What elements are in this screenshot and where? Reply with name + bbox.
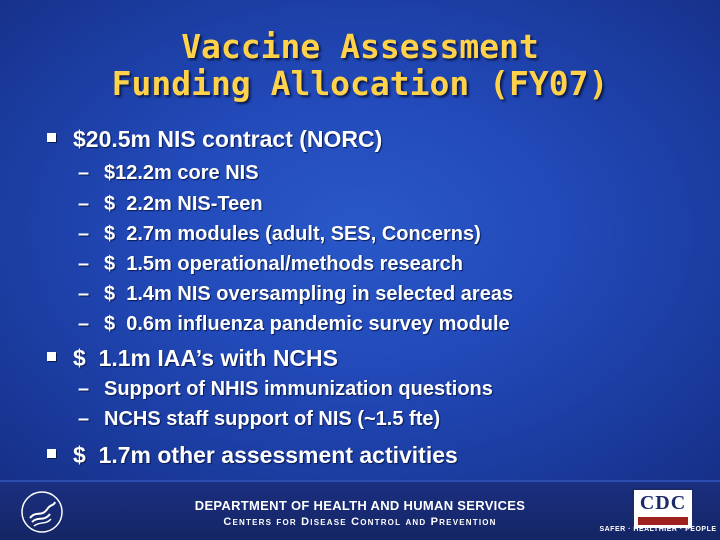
dash-marker: – <box>78 253 90 275</box>
sub-bullet-text: $ 0.6m influenza pandemic survey module <box>104 313 510 335</box>
sub-bullet-item <box>78 313 510 336</box>
square-bullet-icon <box>47 133 56 142</box>
bullet-item <box>47 126 382 153</box>
dash-marker: – <box>78 193 90 215</box>
sub-bullet-item <box>78 223 481 246</box>
bullet-text: $ 1.7m other assessment activities <box>73 442 458 468</box>
sub-bullet-text: $12.2m core NIS <box>104 162 259 184</box>
sub-bullet-text: $ 1.5m operational/methods research <box>104 253 464 275</box>
cdc-tagline: SAFER · HEALTHIER · PEOPLE <box>599 526 717 533</box>
bullet-item <box>47 345 338 372</box>
cdc-logo-bar <box>638 517 688 525</box>
sub-bullet-item <box>78 283 513 306</box>
dash-marker: – <box>78 283 90 305</box>
cdc-logo <box>632 488 694 530</box>
sub-bullet-item <box>78 378 493 401</box>
bullet-text: $20.5m NIS contract (NORC) <box>73 126 383 152</box>
dash-marker: – <box>78 378 90 400</box>
sub-bullet-item <box>78 253 463 276</box>
square-bullet-icon <box>47 352 56 361</box>
sub-bullet-item <box>78 162 259 185</box>
sub-bullet-text: $ 2.7m modules (adult, SES, Concerns) <box>104 223 481 245</box>
slide-title <box>0 28 720 102</box>
bullet-text: $ 1.1m IAA’s with NCHS <box>73 345 338 371</box>
dash-marker: – <box>78 408 90 430</box>
title-line-1: Vaccine Assessment <box>181 27 539 66</box>
bullet-item <box>47 442 458 469</box>
dash-marker: – <box>78 313 90 335</box>
centers-name: Centers for Disease Control and Prevention <box>223 516 497 528</box>
square-bullet-icon <box>47 449 56 458</box>
department-name: DEPARTMENT OF HEALTH AND HUMAN SERVICES <box>194 498 526 513</box>
sub-bullet-text: Support of NHIS immunization questions <box>104 378 493 400</box>
sub-bullet-text: $ 2.2m NIS-Teen <box>104 193 263 215</box>
sub-bullet-item <box>78 408 440 431</box>
title-line-2: Funding Allocation (FY07) <box>111 64 609 103</box>
sub-bullet-text: $ 1.4m NIS oversampling in selected areas <box>104 283 514 305</box>
cdc-logo-text: CDC <box>639 492 687 514</box>
sub-bullet-item <box>78 193 263 216</box>
dash-marker: – <box>78 223 90 245</box>
sub-bullet-text: NCHS staff support of NIS (~1.5 fte) <box>104 408 441 430</box>
dash-marker: – <box>78 162 90 184</box>
